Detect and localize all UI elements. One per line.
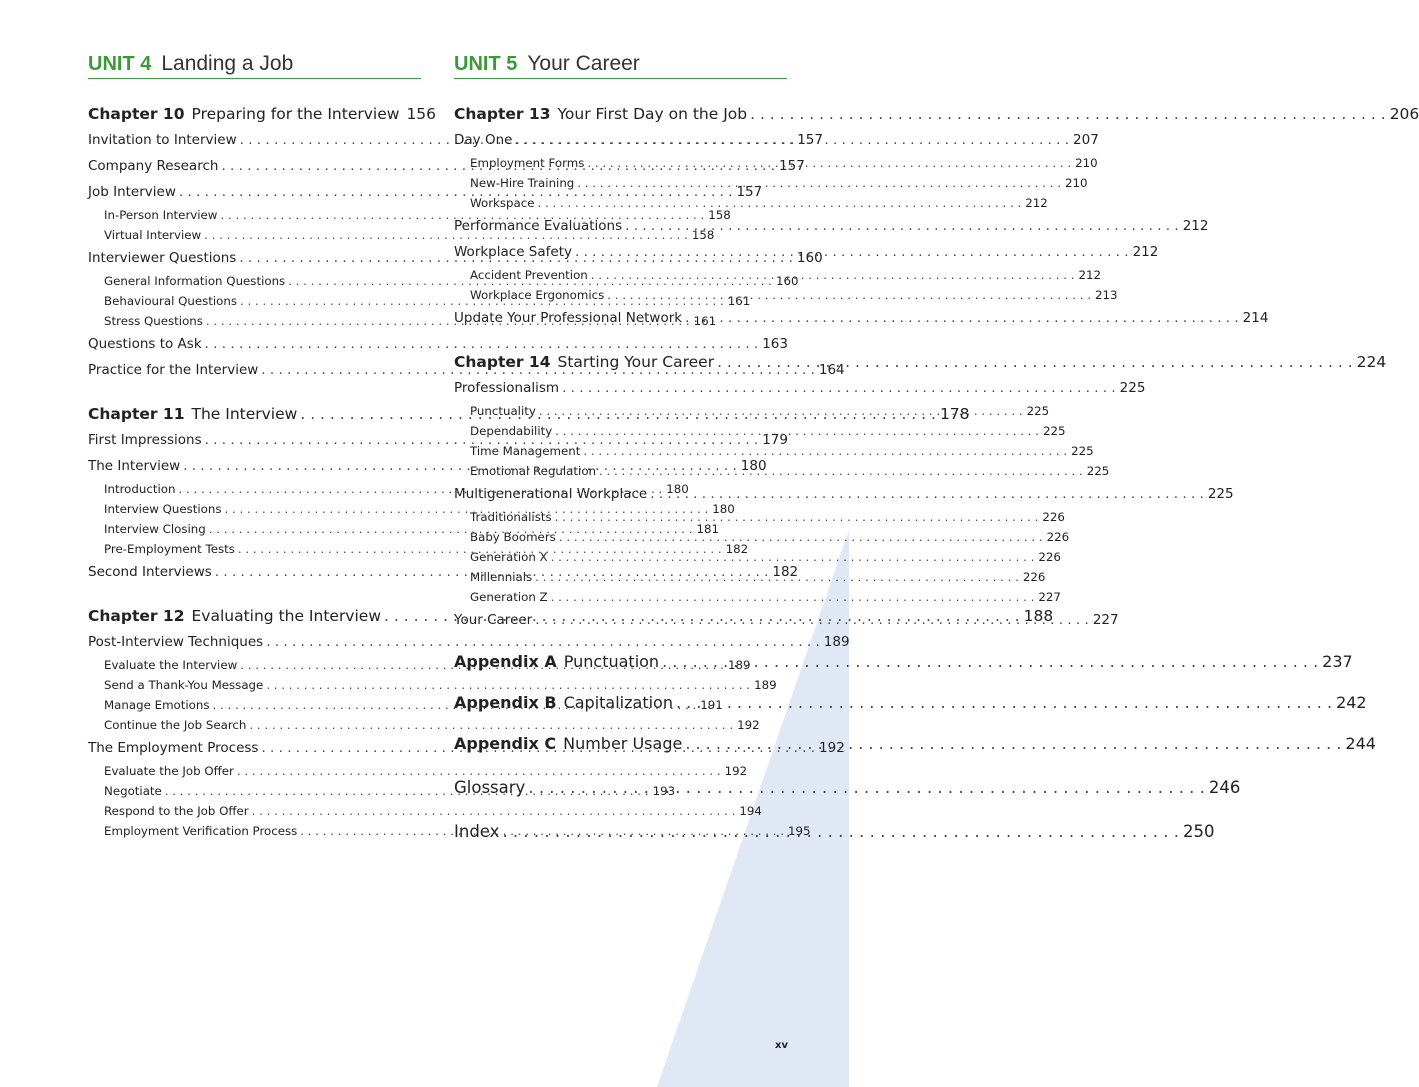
entry-title: [88, 432, 205, 448]
dot-leader: [685, 310, 1239, 326]
entry-label: The Interview: [191, 405, 298, 423]
entry-title: [104, 542, 238, 556]
entry-page-number: 212: [1025, 196, 1048, 210]
entry-title: [88, 607, 384, 625]
entry-title: [454, 652, 662, 671]
entry-label: In-Person Interview: [104, 208, 218, 222]
entry-label: Interviewer Questions: [88, 250, 237, 266]
entry-label: Virtual Interview: [104, 228, 202, 242]
entry-label: Day One: [454, 132, 513, 148]
toc-chapter-entry: [454, 101, 1419, 127]
entry-title: [104, 294, 240, 308]
entry-title: [104, 502, 225, 516]
toc-sub-entry: [454, 193, 1048, 213]
entry-label: Performance Evaluations: [454, 218, 623, 234]
entry-title: [470, 590, 551, 604]
entry-page-number: 188: [1023, 607, 1054, 625]
entry-title: [88, 362, 261, 378]
entry-label: Index: [454, 821, 500, 841]
entry-title: [454, 132, 515, 148]
entry-label: Generation Z: [470, 590, 548, 604]
entry-label: Multigenerational Workplace: [454, 486, 648, 502]
entry-title: [104, 482, 178, 496]
dot-leader: [625, 218, 1179, 234]
entry-page-number: 164: [818, 362, 845, 378]
chapter-number: Appendix B: [454, 692, 557, 712]
entry-label: Your Career: [454, 612, 533, 628]
chapter-number: Chapter 14: [454, 353, 551, 371]
entry-title: [104, 824, 300, 838]
entry-title: [88, 634, 266, 650]
entry-label: Employment Verification Process: [104, 824, 298, 838]
entry-page-number: 180: [666, 482, 689, 496]
entry-page-number: 224: [1356, 353, 1387, 371]
entry-title: [454, 693, 676, 712]
entry-label: Professionalism: [454, 380, 560, 396]
entry-label: Post-Interview Techniques: [88, 634, 264, 650]
entry-label: Workspace: [470, 196, 535, 210]
entry-label: Your First Day on the Job: [557, 105, 748, 123]
entry-label: Emotional Regulation: [470, 464, 597, 478]
entry-label: Workplace Safety: [454, 244, 572, 260]
dot-leader: [559, 530, 1043, 544]
entry-page-number: 179: [762, 432, 788, 448]
entry-label: Glossary: [454, 777, 526, 797]
entry-page-number: 161: [693, 314, 717, 328]
entry-title: [454, 734, 685, 753]
entry-title: [470, 510, 555, 524]
entry-page-number: 227: [1092, 612, 1119, 628]
toc-sub-entry: [454, 285, 1118, 305]
entry-title: [88, 105, 402, 123]
entry-page-number: 192: [819, 740, 845, 756]
toc-section-entry: [454, 375, 1146, 401]
unit-number: UNIT 5: [454, 53, 518, 75]
entry-label: Time Management: [470, 444, 581, 458]
entry-label: Manage Emotions: [104, 698, 210, 712]
entry-title: [88, 336, 205, 352]
entry-label: Stress Questions: [104, 314, 203, 328]
entry-label: Behavioural Questions: [104, 294, 238, 308]
entry-page-number: 158: [691, 228, 715, 242]
entry-title: [104, 764, 237, 778]
entry-page-number: 160: [775, 274, 799, 288]
dot-leader: [662, 652, 1318, 671]
entry-page-number: 193: [652, 784, 676, 798]
chapter-number: Chapter 11: [88, 405, 185, 423]
entry-title: [88, 740, 261, 756]
entry-page-number: 160: [796, 250, 823, 266]
entry-label: Punctuality: [470, 404, 536, 418]
chapter-number: Chapter 10: [88, 105, 185, 123]
entry-label: New-Hire Training: [470, 176, 575, 190]
entry-label: Continue the Job Search: [104, 718, 247, 732]
dot-leader: [717, 353, 1353, 371]
entry-title: [88, 458, 183, 474]
entry-title: [104, 718, 249, 732]
entry-title: [104, 228, 204, 242]
entry-title: [470, 424, 555, 438]
entry-page-number: 207: [1073, 132, 1099, 148]
entry-title: [470, 268, 591, 282]
dot-leader: [528, 778, 1205, 797]
chapter-number: Appendix A: [454, 651, 557, 671]
page-number: xv: [775, 1040, 788, 1051]
entry-page-number: 246: [1208, 777, 1241, 797]
dot-leader: [551, 550, 1035, 564]
toc-section-entry: [454, 481, 1234, 507]
toc-sub-entry: [454, 461, 1110, 481]
entry-label: The Interview: [88, 458, 181, 474]
toc-appendix-entry: [454, 648, 1353, 674]
entry-title: [454, 822, 502, 841]
entry-page-number: 192: [737, 718, 760, 732]
entry-title: [470, 550, 551, 564]
entry-page-number: 192: [724, 764, 748, 778]
entry-page-number: 225: [1026, 404, 1050, 418]
dot-leader: [607, 288, 1091, 302]
entry-title: [454, 105, 750, 123]
entry-label: Employment Forms: [470, 156, 585, 170]
entry-label: Send a Thank-You Message: [104, 678, 264, 692]
toc-sub-entry: [454, 547, 1061, 567]
entry-title: [88, 132, 240, 148]
dot-leader: [539, 404, 1023, 418]
entry-label: Company Research: [88, 158, 219, 174]
entry-title: [104, 658, 240, 672]
entry-page-number: 157: [779, 158, 805, 174]
entry-title: [470, 196, 537, 210]
toc-appendix-entry: [454, 689, 1367, 715]
entry-page-number: 225: [1119, 380, 1146, 396]
entry-label: Evaluating the Interview: [191, 607, 382, 625]
entry-page-number: 182: [725, 542, 749, 556]
entry-page-number: 163: [762, 336, 788, 352]
entry-title: [104, 522, 209, 536]
entry-title: [104, 314, 206, 328]
dot-leader: [535, 570, 1019, 584]
dot-leader: [587, 156, 1071, 170]
chapter-number: Chapter 13: [454, 105, 551, 123]
entry-label: Second Interviews: [88, 564, 212, 580]
toc-big-entry: [454, 774, 1241, 800]
entry-page-number: 189: [728, 658, 751, 672]
unit-heading: [454, 44, 787, 79]
entry-page-number: 212: [1078, 268, 1102, 282]
entry-page-number: 214: [1242, 310, 1269, 326]
entry-page-number: 157: [797, 132, 823, 148]
entry-label: Number Usage: [563, 733, 683, 753]
toc-sub-entry: [88, 205, 731, 225]
entry-page-number: 189: [754, 678, 777, 692]
entry-label: Millennials: [470, 570, 533, 584]
entry-page-number: 180: [712, 502, 735, 516]
entry-label: Evaluate the Interview: [104, 658, 238, 672]
dot-leader: [599, 464, 1083, 478]
entry-label: Punctuation: [563, 651, 660, 671]
toc-sub-entry: [88, 675, 777, 695]
entry-title: [470, 444, 583, 458]
entry-page-number: 157: [736, 184, 763, 200]
entry-title: [104, 784, 165, 798]
entry-label: Invitation to Interview: [88, 132, 237, 148]
entry-label: Evaluate the Job Offer: [104, 764, 234, 778]
entry-label: Negotiate: [104, 784, 162, 798]
dot-leader: [537, 196, 1021, 210]
entry-title: [470, 530, 559, 544]
entry-page-number: 213: [1095, 288, 1118, 302]
entry-page-number: 225: [1071, 444, 1094, 458]
toc-sub-entry: [88, 761, 748, 781]
entry-label: Capitalization: [563, 692, 673, 712]
entry-title: [88, 564, 215, 580]
entry-title: [454, 244, 575, 260]
entry-page-number: 195: [788, 824, 811, 838]
entry-page-number: 180: [740, 458, 767, 474]
entry-label: Interview Questions: [104, 502, 222, 516]
entry-page-number: 191: [700, 698, 723, 712]
unit-number: UNIT 4: [88, 53, 152, 75]
chapter-number: Appendix C: [454, 733, 557, 753]
entry-page-number: 210: [1075, 156, 1098, 170]
entry-label: Introduction: [104, 482, 176, 496]
entry-label: Workplace Ergonomics: [470, 288, 605, 302]
toc-sub-entry: [454, 441, 1094, 461]
entry-page-number: 225: [1042, 424, 1066, 438]
entry-title: [104, 274, 288, 288]
entry-label: Baby Boomers: [470, 530, 556, 544]
chapter-number: Chapter 12: [88, 607, 185, 625]
toc-sub-entry: [454, 587, 1061, 607]
entry-label: Generation X: [470, 550, 548, 564]
unit-title: Your Career: [527, 52, 640, 75]
entry-page-number: 226: [1038, 550, 1061, 564]
entry-title: [454, 353, 717, 371]
dot-leader: [685, 734, 1341, 753]
entry-label: Traditionalists: [470, 510, 552, 524]
entry-title: [454, 310, 685, 326]
toc-section-entry: [88, 629, 850, 655]
toc-section-entry: [454, 305, 1269, 331]
entry-title: [104, 678, 266, 692]
entry-title: [88, 158, 221, 174]
entry-label: First Impressions: [88, 432, 202, 448]
entry-label: Pre-Employment Tests: [104, 542, 235, 556]
entry-title: [454, 486, 650, 502]
dot-leader: [502, 822, 1179, 841]
dot-leader: [555, 424, 1039, 438]
dot-leader: [583, 444, 1067, 458]
entry-page-number: 189: [823, 634, 850, 650]
entry-title: [470, 464, 599, 478]
entry-page-number: 242: [1336, 692, 1367, 712]
entry-title: [470, 156, 587, 170]
entry-label: Questions to Ask: [88, 336, 202, 352]
entry-title: [454, 778, 528, 797]
toc-sub-entry: [454, 507, 1065, 527]
entry-label: Accident Prevention: [470, 268, 588, 282]
entry-page-number: 194: [739, 804, 762, 818]
entry-page-number: 161: [727, 294, 751, 308]
toc-sub-entry: [454, 421, 1066, 441]
entry-label: General Information Questions: [104, 274, 286, 288]
dot-leader: [575, 244, 1129, 260]
entry-title: [88, 184, 179, 200]
entry-title: [104, 698, 213, 712]
entry-page-number: 206: [1389, 105, 1419, 123]
entry-page-number: 250: [1183, 821, 1215, 841]
unit-heading: [88, 44, 421, 79]
dot-leader: [591, 268, 1075, 282]
entry-title: [88, 250, 239, 266]
entry-label: Starting Your Career: [557, 353, 715, 371]
entry-label: The Employment Process: [88, 740, 259, 756]
entry-page-number: 226: [1042, 510, 1065, 524]
entry-label: Dependability: [470, 424, 553, 438]
toc-section-entry: [454, 213, 1209, 239]
entry-title: [88, 405, 300, 423]
dot-leader: [577, 176, 1061, 190]
entry-title: [470, 570, 535, 584]
toc-sub-entry: [454, 527, 1070, 547]
entry-page-number: 227: [1038, 590, 1061, 604]
entry-label: Respond to the Job Offer: [104, 804, 249, 818]
entry-page-number: 212: [1132, 244, 1159, 260]
dot-leader: [562, 380, 1116, 396]
entry-page-number: 210: [1065, 176, 1088, 190]
entry-title: [454, 612, 535, 628]
unit-title: Landing a Job: [161, 52, 294, 75]
dot-leader: [515, 132, 1069, 148]
entry-page-number: 158: [708, 208, 731, 222]
entry-page-number: 237: [1322, 651, 1353, 671]
dot-leader: [535, 612, 1089, 628]
dot-leader: [676, 693, 1332, 712]
entry-page-number: 225: [1086, 464, 1110, 478]
entry-page-number: 225: [1207, 486, 1234, 502]
dot-leader: [555, 510, 1039, 524]
entry-title: [470, 176, 577, 190]
entry-page-number: 156: [406, 105, 437, 123]
entry-label: Interview Closing: [104, 522, 206, 536]
entry-label: Job Interview: [88, 184, 176, 200]
toc-chapter-entry: [88, 101, 437, 127]
entry-label: Practice for the Interview: [88, 362, 259, 378]
toc-sub-entry: [88, 801, 762, 821]
toc-sub-entry: [88, 715, 760, 735]
toc-sub-entry: [454, 173, 1088, 193]
entry-page-number: 212: [1182, 218, 1209, 234]
dot-leader: [750, 105, 1386, 123]
entry-title: [454, 380, 562, 396]
dot-leader: [650, 486, 1204, 502]
toc-section-entry: [88, 331, 788, 357]
entry-title: [104, 208, 220, 222]
entry-label: Preparing for the Interview: [191, 105, 400, 123]
entry-title: [470, 404, 539, 418]
entry-title: [104, 804, 252, 818]
entry-title: [470, 288, 607, 302]
entry-title: [454, 218, 625, 234]
entry-page-number: 182: [772, 564, 799, 580]
entry-page-number: 226: [1046, 530, 1070, 544]
entry-page-number: 226: [1022, 570, 1046, 584]
entry-page-number: 181: [696, 522, 720, 536]
entry-label: Update Your Professional Network: [454, 310, 683, 326]
entry-page-number: 178: [939, 405, 970, 423]
entry-page-number: 244: [1345, 733, 1376, 753]
dot-leader: [551, 590, 1035, 604]
